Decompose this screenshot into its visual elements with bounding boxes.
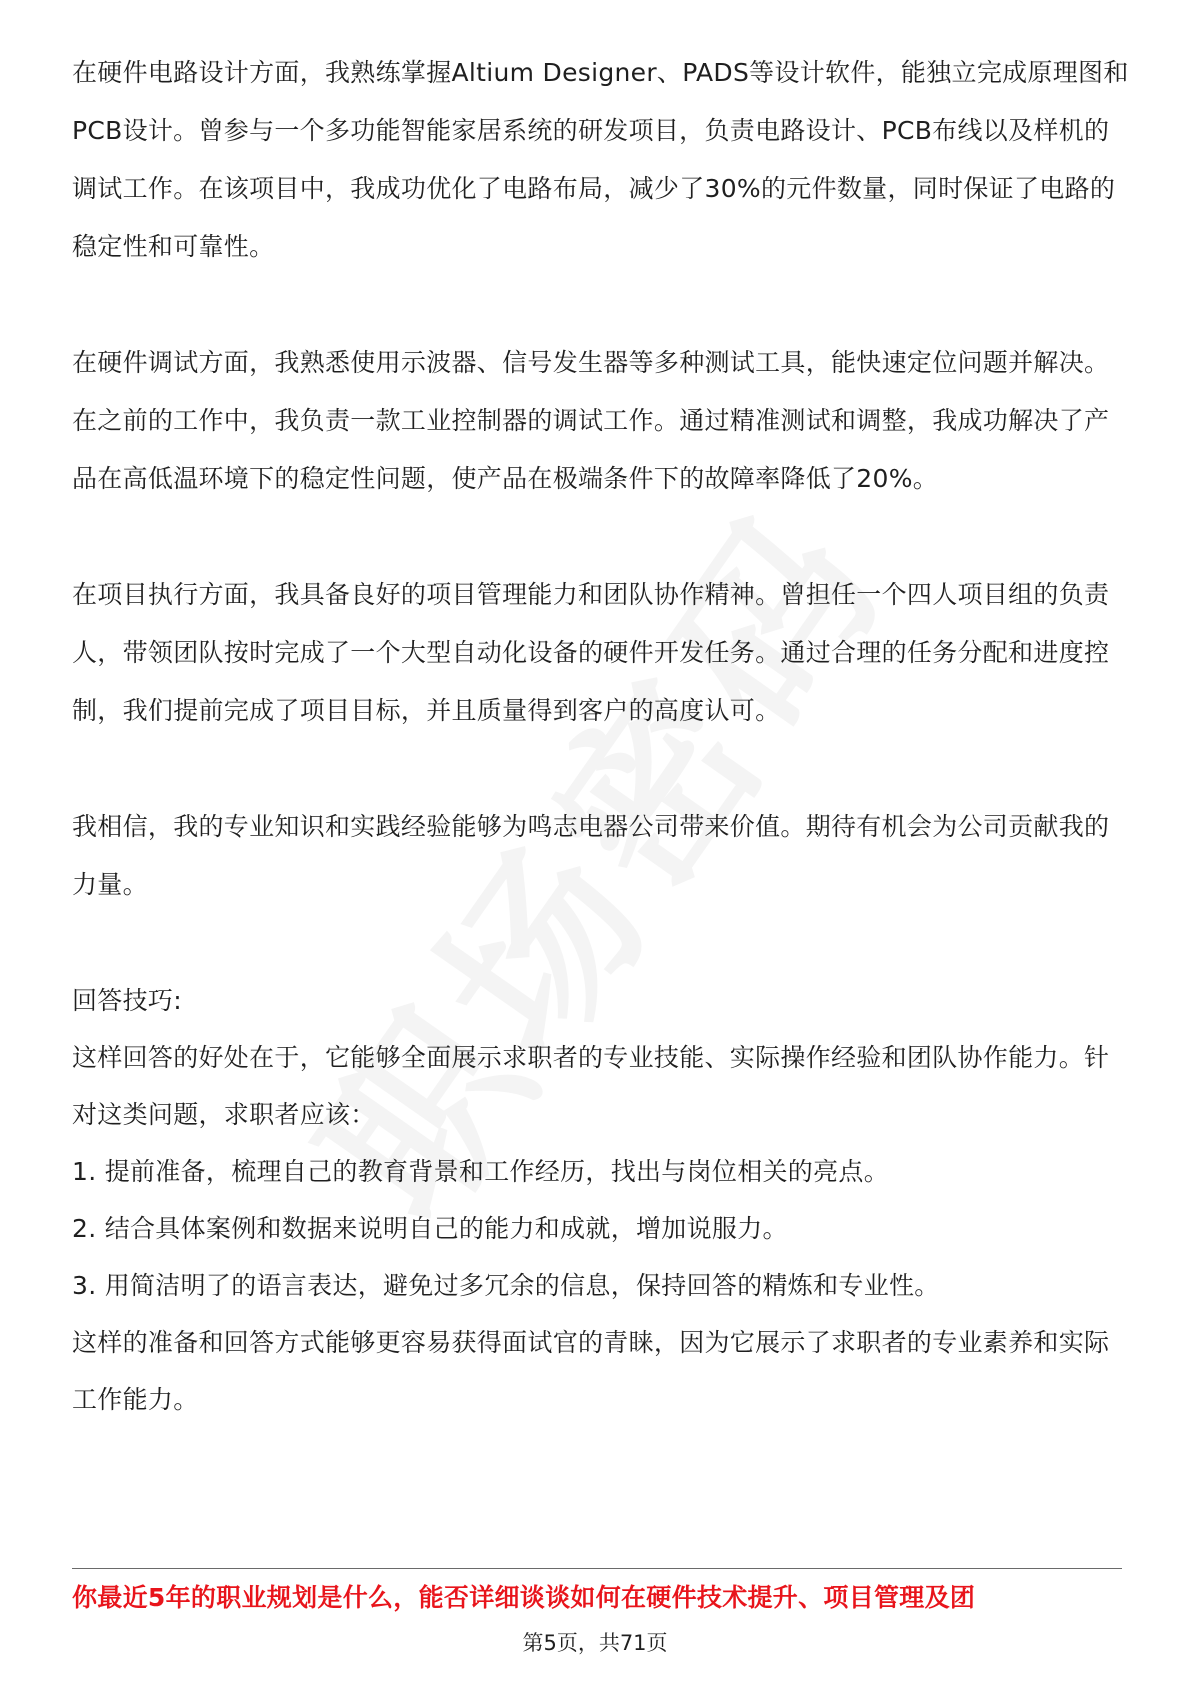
tips-item: 1. 提前准备，梳理自己的教育背景和工作经历，找出与岗位相关的亮点。: [72, 1157, 890, 1186]
tips-item: 2. 结合具体案例和数据来说明自己的能力和成就，增加说服力。: [72, 1214, 788, 1243]
tips-heading: 回答技巧:: [72, 986, 182, 1015]
tips-item: 3. 用简洁明了的语言表达，避免过多冗余的信息，保持回答的精炼和专业性。: [72, 1271, 940, 1300]
tips-intro: 这样回答的好处在于，它能够全面展示求职者的专业技能、实际操作经验和团队协作能力。针对这类问题，求职者应该：: [72, 1043, 1110, 1129]
paragraph-gap: [72, 508, 1132, 566]
next-question-heading: 你最近5年的职业规划是什么，能否详细谈谈如何在硬件技术提升、项目管理及团: [72, 1583, 976, 1612]
paragraph-hardware-debugging: 在硬件调试方面，我熟悉使用示波器、信号发生器等多种测试工具，能快速定位问题并解决。在之前的工作中，我负责一款工业控制器的调试工作。通过精准测试和调整，我成功解决了产品在高低温环境下的稳定性问题，使产品在极端条件下的故障率降低了20%。: [72, 348, 1110, 493]
section-divider: [72, 1568, 1122, 1569]
answer-tips-section: [72, 972, 1132, 1428]
paragraph-project-execution: 在项目执行方面，我具备良好的项目管理能力和团队协作精神。曾担任一个四人项目组的负责人，带领团队按时完成了一个大型自动化设备的硬件开发任务。通过合理的任务分配和进度控制，我们提前完成了项目目标，并且质量得到客户的高度认可。: [72, 580, 1110, 725]
paragraph-gap: [72, 740, 1132, 798]
answer-content: [72, 44, 1132, 1428]
tips-closing: 这样的准备和回答方式能够更容易获得面试官的青睐，因为它展示了求职者的专业素养和实际工作能力。: [72, 1328, 1110, 1414]
paragraph-gap: [72, 914, 1132, 972]
page-number: 第5页，共71页: [522, 1631, 668, 1655]
paragraph-gap: [72, 276, 1132, 334]
paragraph-circuit-design: 在硬件电路设计方面，我熟练掌握Altium Designer、PADS等设计软件，能独立完成原理图和PCB设计。曾参与一个多功能智能家居系统的研发项目，负责电路设计、PCB布线以及样机的调试工作。在该项目中，我成功优化了电路布局，减少了30%的元件数量，同时保证了电路的稳定性和可靠性。: [72, 58, 1129, 261]
paragraph-conclusion: 我相信，我的专业知识和实践经验能够为鸣志电器公司带来价值。期待有机会为公司贡献我的力量。: [72, 812, 1110, 899]
